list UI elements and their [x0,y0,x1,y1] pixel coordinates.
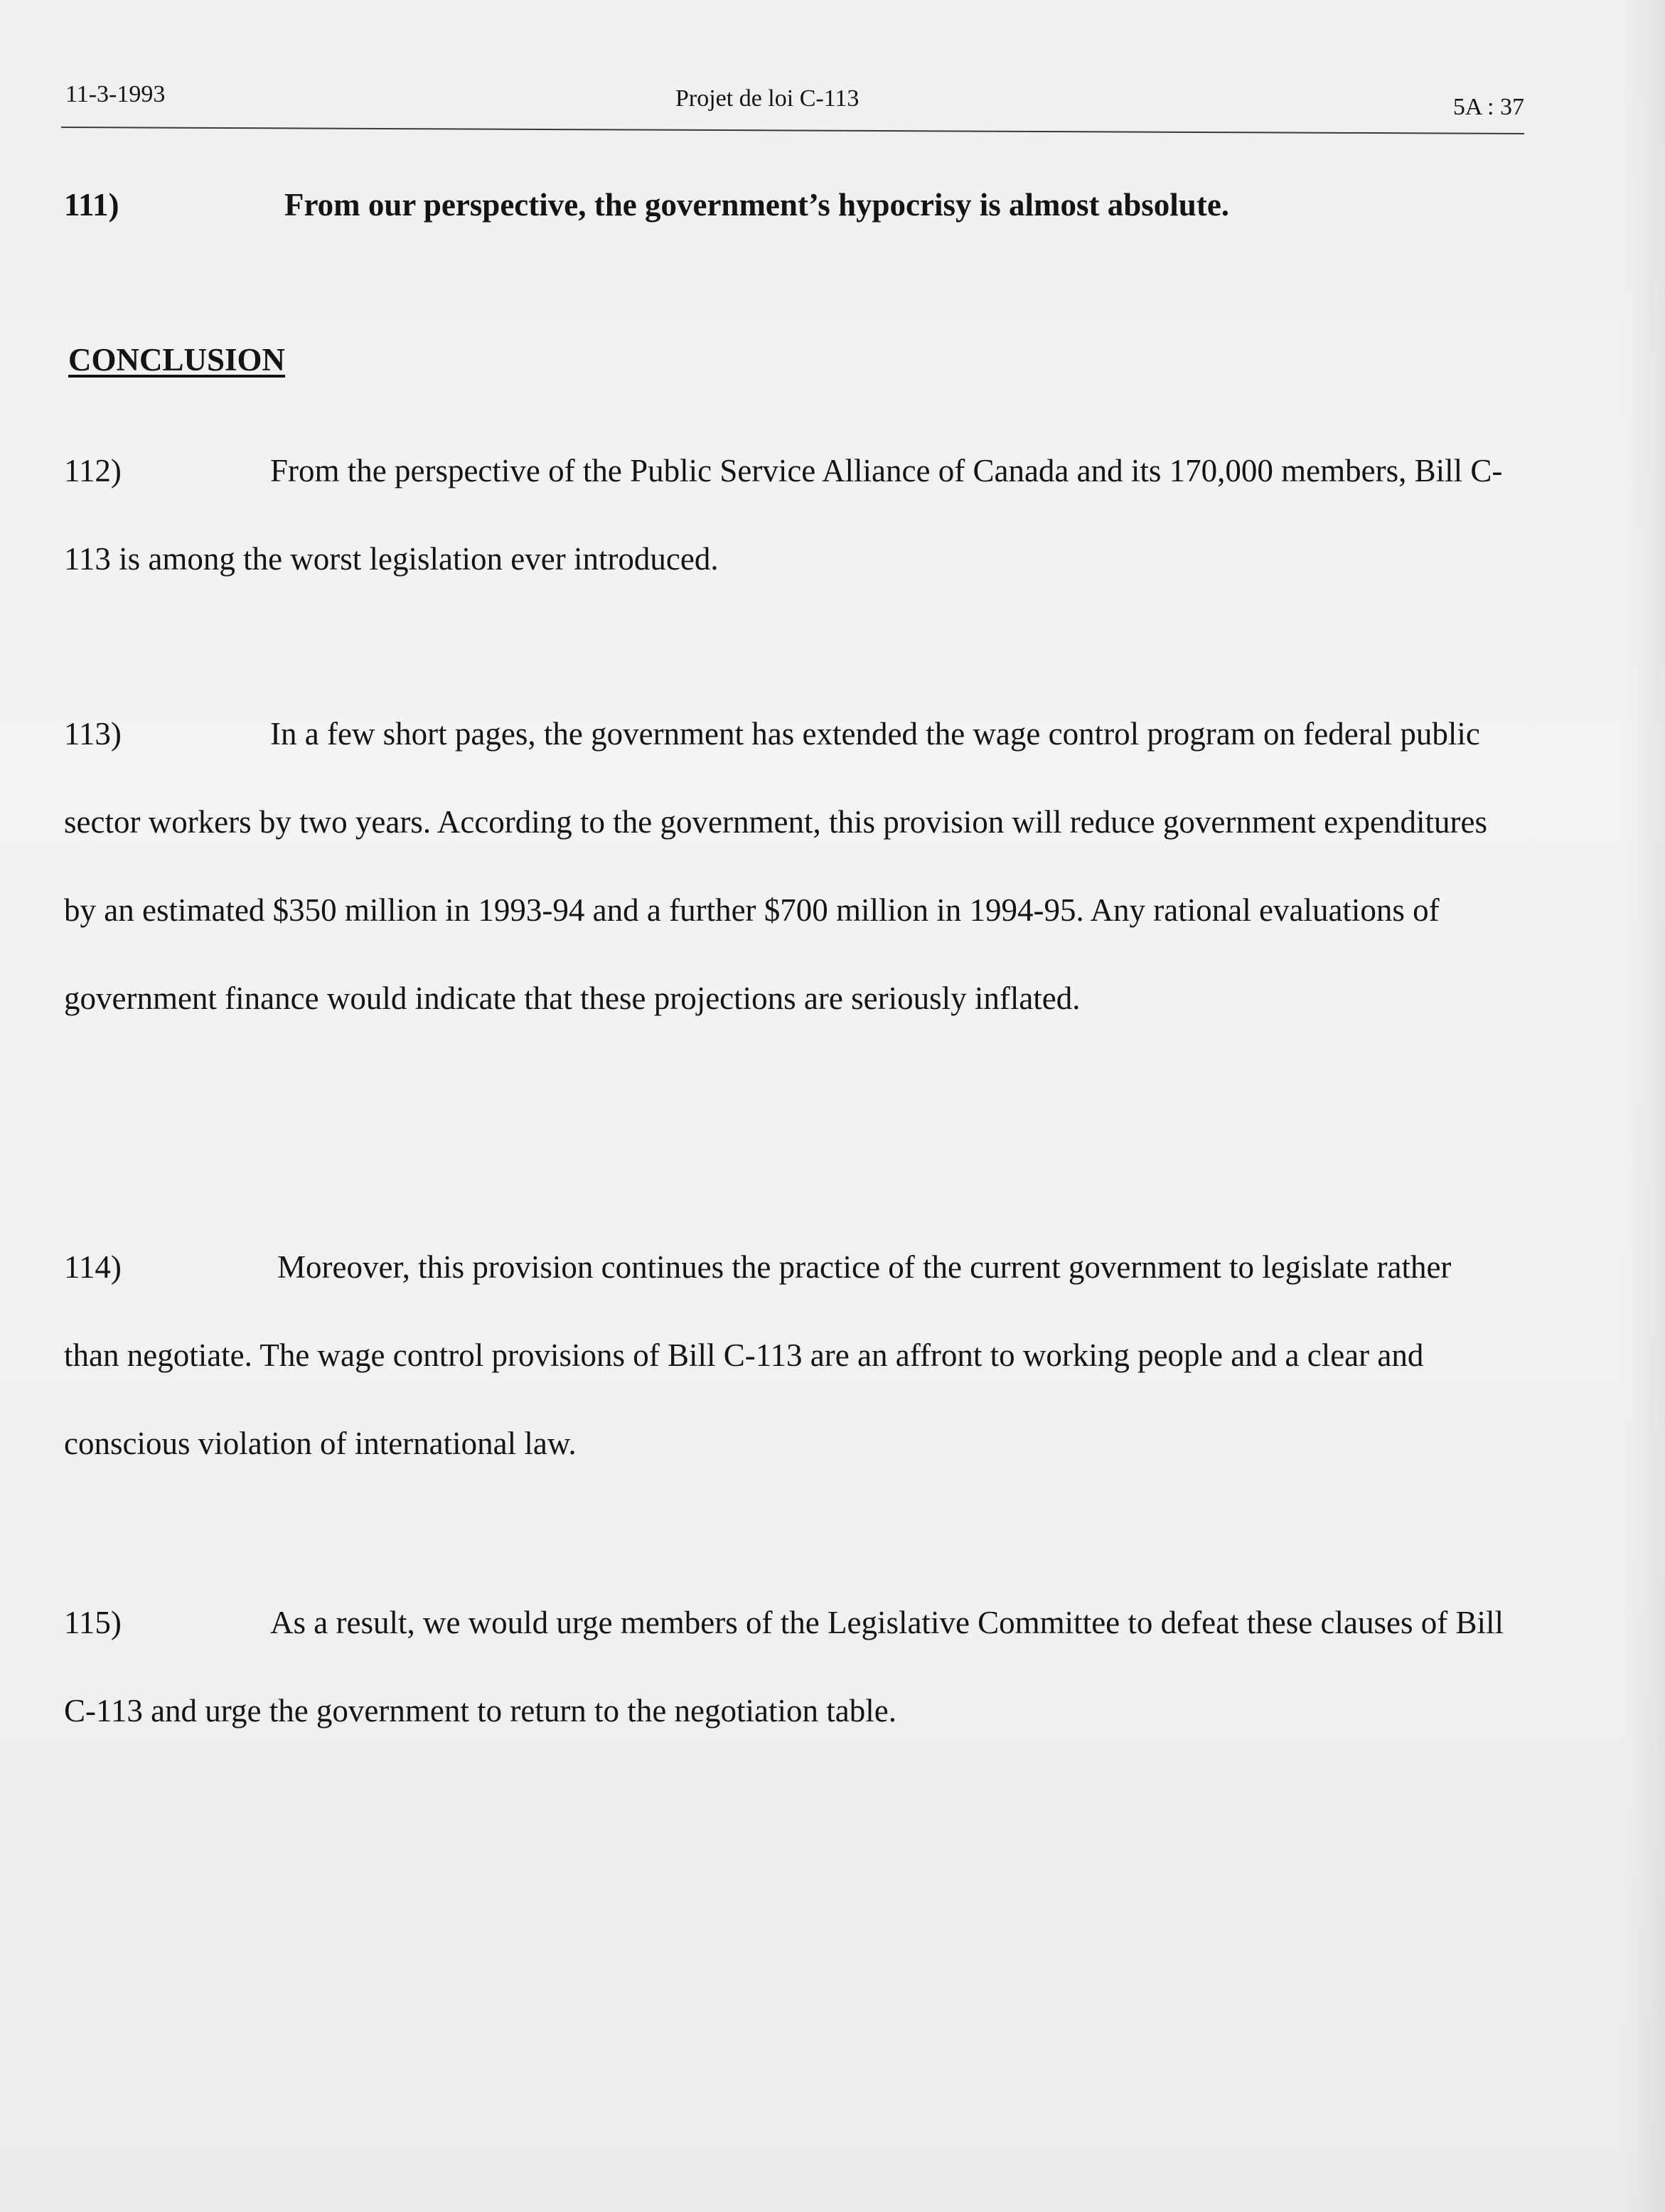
paragraph-114 [64,1223,1507,1487]
paragraph-112 [64,427,1507,603]
header-title: Projet de loi C-113 [675,85,860,112]
paragraph-number: 113) [64,716,122,752]
paragraph-text: Moreover, this provision continues the practice of the current government to legislate rather than negotiate. The wage control provisions of Bill C-113 are an affront to working people and a clear and conscious violation of international law. [64,1249,1452,1461]
paragraph-113 [64,690,1507,1042]
section-heading: CONCLUSION [68,342,286,378]
header-page-number: 5A : 37 [1452,94,1524,120]
page-header [65,75,1524,132]
paragraph-text: From the perspective of the Public Service Alliance of Canada and its 170,000 members, Bill C-113 is among the worst legislation ever introduced. [64,453,1503,577]
header-date: 11-3-1993 [65,81,166,107]
paragraph-text: As a result, we would urge members of the Legislative Committee to defeat these clauses of Bill C-113 and urge the government to return to the negotiation table. [64,1605,1504,1729]
paragraph-number: 112) [64,453,122,488]
paragraph-number: 114) [64,1249,122,1285]
header-rule [61,127,1524,134]
paragraph-text: From our perspective, the government’s hypocrisy is almost absolute. [284,187,1230,223]
paragraph-115 [64,1578,1507,1755]
paragraph-111 [64,161,1507,249]
paragraph-text: In a few short pages, the government has extended the wage control program on federal public sector workers by two years. According to the government, this provision will reduce government expenditures by an estimated $350 million in 1993-94 and a further $700 million in 1994-95. Any rational evaluations of government finance would indicate that these projections are seriously inflated. [64,716,1487,1016]
paragraph-number: 115) [64,1605,122,1640]
paragraph-number: 111) [64,187,119,223]
